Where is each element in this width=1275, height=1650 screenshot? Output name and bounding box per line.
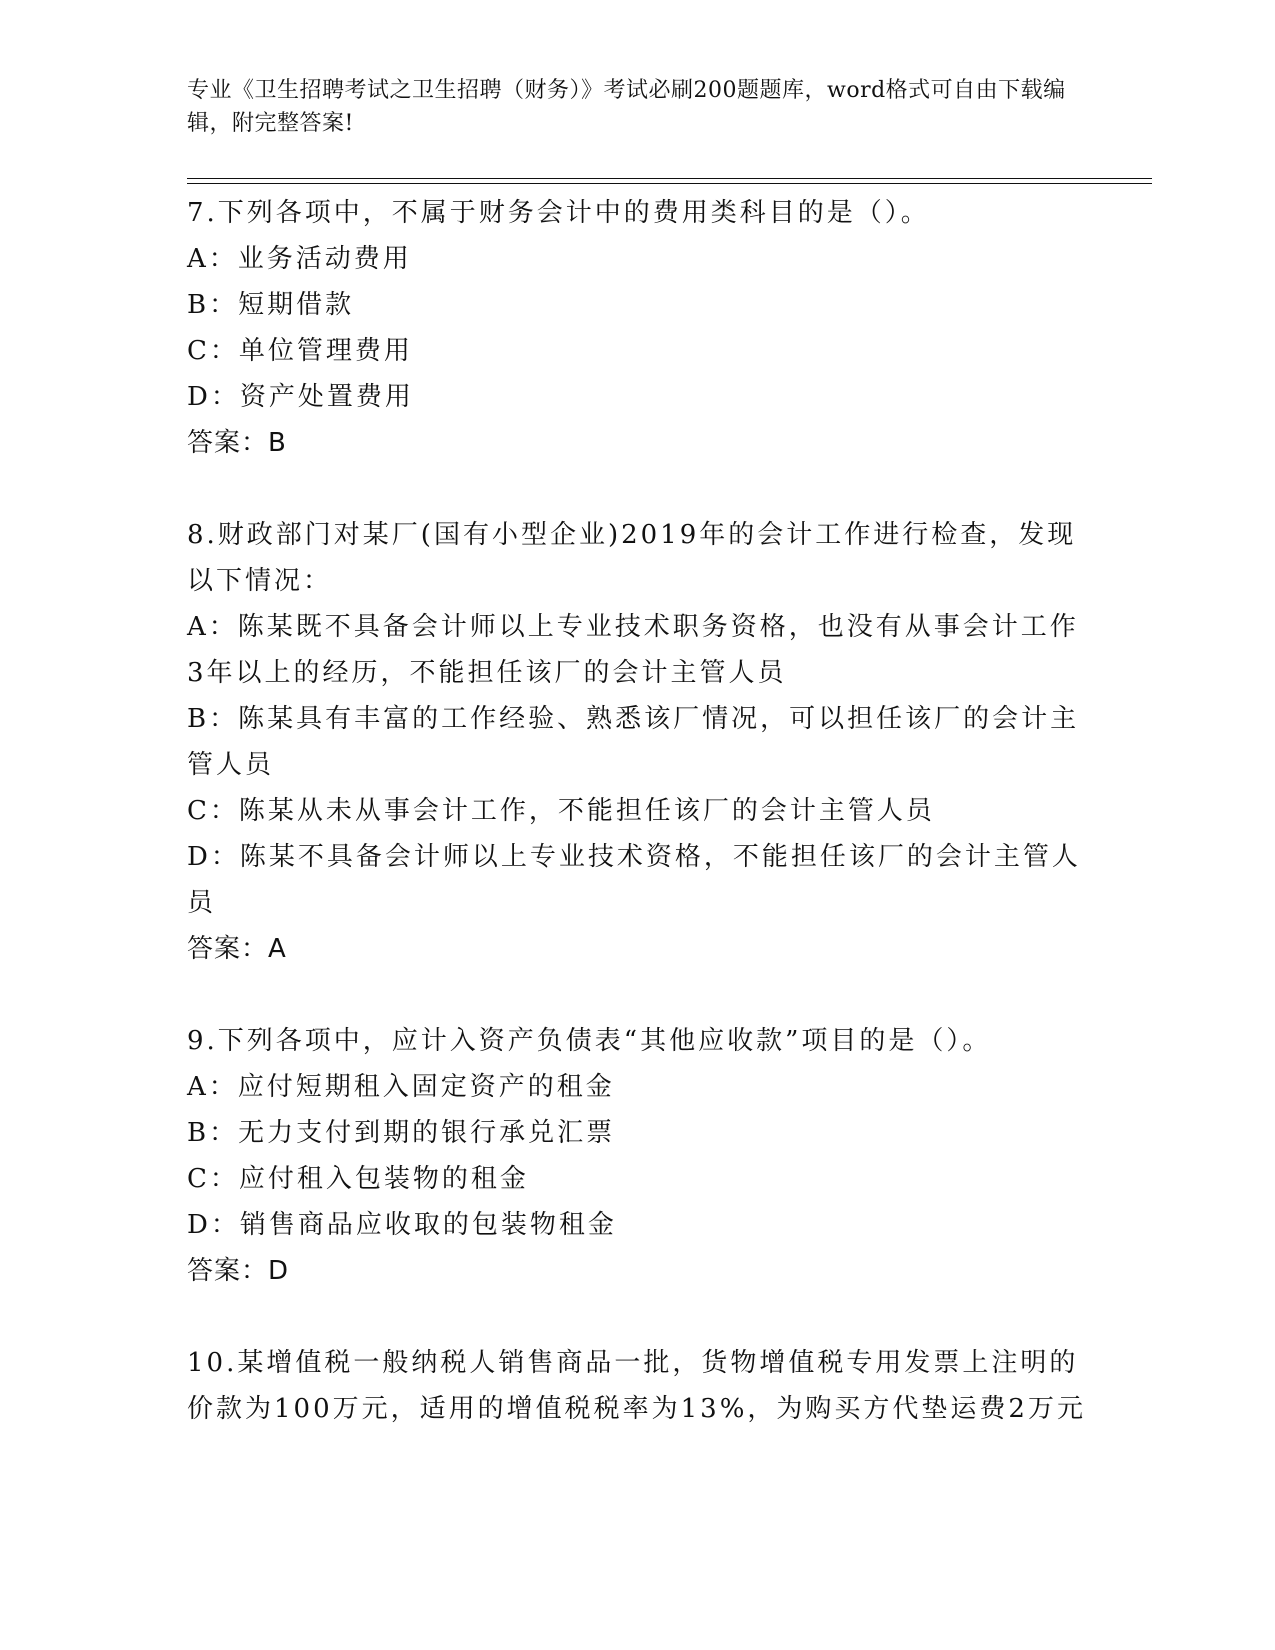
question-stem: 7.下列各项中，不属于财务会计中的费用类科目的是（）。	[187, 198, 930, 228]
option-b: B：陈某具有丰富的工作经验、熟悉该厂情况，可以担任该厂的会计主管人员	[187, 704, 1080, 780]
option-a: A：业务活动费用	[187, 244, 412, 274]
question-list	[187, 190, 1087, 1432]
question-stem: 10.某增值税一般纳税人销售商品一批，货物增值税专用发票上注明的价款为100万元，适用的增值税税率为13%，为购买方代垫运费2万元	[187, 1348, 1086, 1424]
option-a: A：应付短期租入固定资产的租金	[187, 1072, 615, 1102]
option-d: D：销售商品应收取的包装物租金	[187, 1210, 617, 1240]
option-d: D：资产处置费用	[187, 382, 414, 412]
option-d: D：陈某不具备会计师以上专业技术资格，不能担任该厂的会计主管人员	[187, 842, 1081, 918]
option-c: C：陈某从未从事会计工作，不能担任该厂的会计主管人员	[187, 796, 935, 826]
question-8	[187, 512, 1087, 972]
header-divider-bottom	[187, 183, 1152, 184]
option-c: C：应付租入包装物的租金	[187, 1164, 529, 1194]
option-a: A：陈某既不具备会计师以上专业技术职务资格，也没有从事会计工作3年以上的经历，不能担任该厂的会计主管人员	[187, 612, 1079, 688]
option-b: B：短期借款	[187, 290, 355, 320]
answer-line: 答案：A	[187, 934, 287, 964]
header-divider-top	[187, 178, 1152, 179]
question-7	[187, 190, 1087, 466]
question-stem: 9.下列各项中，应计入资产负债表“其他应收款”项目的是（）。	[187, 1026, 992, 1056]
answer-line: 答案：D	[187, 1256, 290, 1286]
answer-line: 答案：B	[187, 428, 287, 458]
document-header: 专业《卫生招聘考试之卫生招聘（财务）》考试必刷200题题库，word格式可自由下载编辑，附完整答案!	[187, 78, 1066, 136]
option-b: B：无力支付到期的银行承兑汇票	[187, 1118, 616, 1148]
question-9	[187, 1018, 1087, 1294]
question-stem: 8.财政部门对某厂(国有小型企业)2019年的会计工作进行检查，发现以下情况：	[187, 520, 1077, 596]
question-10	[187, 1340, 1087, 1432]
option-c: C：单位管理费用	[187, 336, 413, 366]
